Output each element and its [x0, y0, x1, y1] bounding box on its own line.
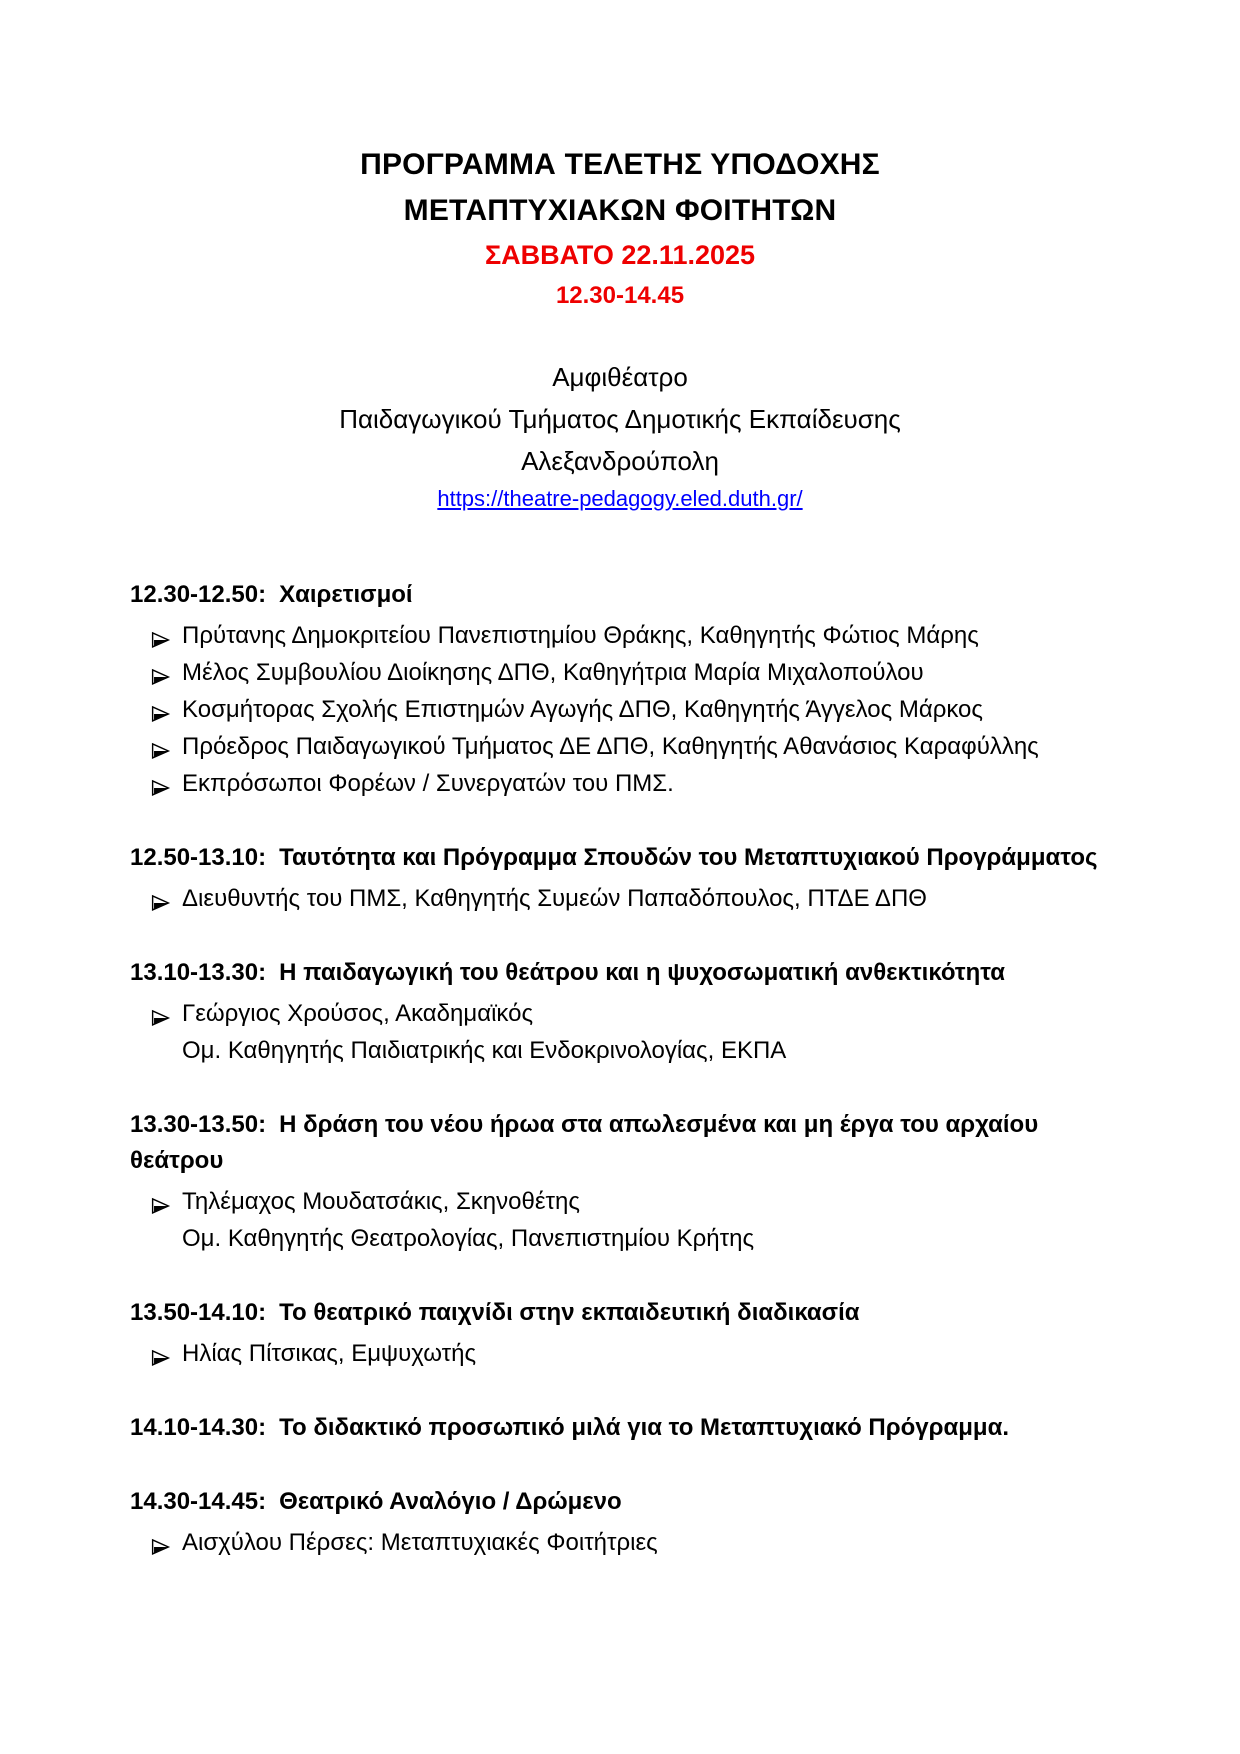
section-title: Η δράση του νέου ήρωα στα απωλεσμένα και μη έργα του αρχαίου θεάτρου — [130, 1111, 1039, 1174]
section-time: 14.10-14.30: — [130, 1414, 267, 1441]
schedule-section — [130, 1410, 1110, 1446]
agenda-item — [130, 765, 1110, 802]
arrowhead-right-icon — [150, 1183, 182, 1220]
section-time: 14.30-14.45: — [130, 1488, 267, 1515]
agenda-item — [130, 1524, 1110, 1561]
schedule-section — [130, 1484, 1110, 1561]
section-heading — [130, 840, 1110, 876]
arrowhead-right-icon — [150, 691, 182, 728]
section-items — [130, 880, 1110, 917]
section-time: 12.50-13.10: — [130, 844, 267, 871]
section-heading — [130, 1295, 1110, 1331]
section-title: Το θεατρικό παιχνίδι στην εκπαιδευτική διαδικασία — [279, 1299, 860, 1326]
schedule-section — [130, 840, 1110, 917]
section-heading — [130, 955, 1110, 991]
website-link[interactable]: https://theatre-pedagogy.eled.duth.gr/ — [437, 486, 803, 511]
agenda-item — [130, 691, 1110, 728]
venue-block — [130, 356, 1110, 519]
arrowhead-right-icon — [150, 1220, 182, 1257]
document-title-line-2: ΜΕΤΑΠΤΥΧΙΑΚΩΝ ΦΟΙΤΗΤΩΝ — [403, 194, 837, 227]
section-title: Το διδακτικό προσωπικό μιλά για το Μεταπτυχιακό Πρόγραμμα. — [279, 1414, 1009, 1441]
agenda-item-text: Ομ. Καθηγητής Θεατρολογίας, Πανεπιστημίου Κρήτης — [182, 1225, 755, 1252]
agenda-item — [130, 654, 1110, 691]
section-heading — [130, 1410, 1110, 1446]
agenda-item-text: Γεώργιος Χρούσος, Ακαδημαϊκός — [182, 1000, 534, 1027]
arrowhead-right-icon — [150, 1032, 182, 1069]
agenda-item-text: Διευθυντής του ΠΜΣ, Καθηγητής Συμεών Παπαδόπουλος, ΠΤΔΕ ΔΠΘ — [182, 885, 927, 912]
arrowhead-right-icon — [150, 617, 182, 654]
arrowhead-right-icon — [150, 765, 182, 802]
venue-line-department: Παιδαγωγικού Τμήματος Δημοτικής Εκπαίδευσης — [339, 404, 901, 434]
agenda-item — [130, 880, 1110, 917]
schedule-section — [130, 955, 1110, 1069]
section-time: 13.50-14.10: — [130, 1299, 267, 1326]
agenda-item-text: Τηλέμαχος Μουδατσάκις, Σκηνοθέτης — [182, 1188, 580, 1215]
section-items — [130, 1183, 1110, 1257]
arrowhead-right-icon — [150, 728, 182, 765]
agenda-item — [130, 728, 1110, 765]
schedule — [130, 577, 1110, 1561]
agenda-item-text: Αισχύλου Πέρσες: Μεταπτυχιακές Φοιτήτριες — [182, 1529, 658, 1556]
schedule-section — [130, 1295, 1110, 1372]
arrowhead-right-icon — [150, 654, 182, 691]
document-header — [130, 142, 1110, 519]
section-items — [130, 1524, 1110, 1561]
section-items — [130, 617, 1110, 802]
document-title-line-1: ΠΡΟΓΡΑΜΜΑ ΤΕΛΕΤΗΣ ΥΠΟΔΟΧΗΣ — [360, 148, 880, 181]
agenda-item-text: Ομ. Καθηγητής Παιδιατρικής και Ενδοκρινολογίας, ΕΚΠΑ — [182, 1037, 787, 1064]
section-heading — [130, 1484, 1110, 1520]
arrowhead-right-icon — [150, 1335, 182, 1372]
agenda-item — [130, 1183, 1110, 1220]
agenda-item-text: Μέλος Συμβουλίου Διοίκησης ΔΠΘ, Καθηγήτρια Μαρία Μιχαλοπούλου — [182, 659, 924, 686]
section-title: Ταυτότητα και Πρόγραμμα Σπουδών του Μεταπτυχιακού Προγράμματος — [279, 844, 1098, 871]
arrowhead-right-icon — [150, 1524, 182, 1561]
agenda-item-text: Ηλίας Πίτσικας, Εμψυχωτής — [182, 1340, 477, 1367]
section-time: 13.30-13.50: — [130, 1111, 267, 1138]
agenda-item-continuation — [130, 1220, 1110, 1257]
section-time: 12.30-12.50: — [130, 581, 267, 608]
agenda-item-text: Πρύτανης Δημοκριτείου Πανεπιστημίου Θράκης, Καθηγητής Φώτιος Μάρης — [182, 622, 979, 649]
section-items — [130, 995, 1110, 1069]
event-date: ΣΑΒΒΑΤΟ 22.11.2025 — [484, 240, 756, 270]
section-items — [130, 1335, 1110, 1372]
agenda-item-text: Κοσμήτορας Σχολής Επιστημών Αγωγής ΔΠΘ, Καθηγητής Άγγελος Μάρκος — [182, 696, 983, 723]
venue-line-hall: Αμφιθέατρο — [552, 362, 688, 392]
agenda-item — [130, 617, 1110, 654]
section-title: Χαιρετισμοί — [279, 581, 413, 608]
section-heading — [130, 1107, 1110, 1179]
agenda-item-text: Εκπρόσωποι Φορέων / Συνεργατών του ΠΜΣ. — [182, 770, 674, 797]
agenda-item — [130, 995, 1110, 1032]
arrowhead-right-icon — [150, 995, 182, 1032]
section-heading — [130, 577, 1110, 613]
section-time: 13.10-13.30: — [130, 959, 267, 986]
agenda-item-continuation — [130, 1032, 1110, 1069]
website-link-line — [130, 482, 1110, 519]
agenda-item — [130, 1335, 1110, 1372]
arrowhead-right-icon — [150, 880, 182, 917]
venue-line-city: Αλεξανδρούπολη — [521, 446, 719, 476]
section-title: Η παιδαγωγική του θεάτρου και η ψυχοσωματική ανθεκτικότητα — [279, 959, 1006, 986]
schedule-section — [130, 577, 1110, 802]
agenda-item-text: Πρόεδρος Παιδαγωγικού Τμήματος ΔΕ ΔΠΘ, Καθηγητής Αθανάσιος Καραφύλλης — [182, 733, 1039, 760]
section-title: Θεατρικό Αναλόγιο / Δρώμενο — [279, 1488, 622, 1515]
schedule-section — [130, 1107, 1110, 1257]
event-time-range: 12.30-14.45 — [555, 282, 685, 309]
